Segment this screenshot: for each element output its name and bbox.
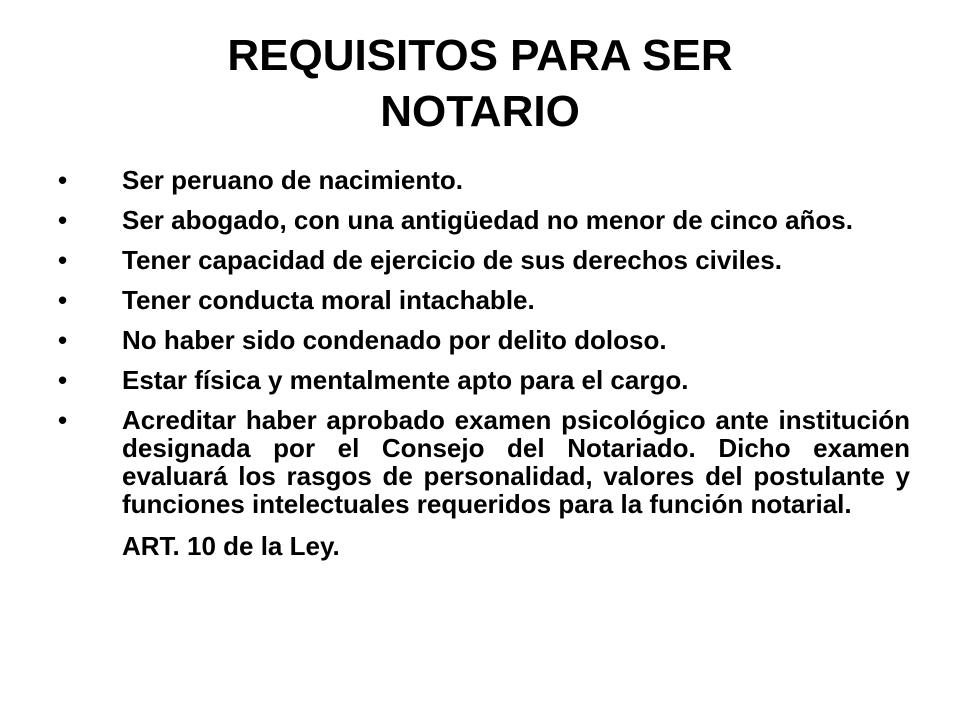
law-reference: ART. 10 de la Ley. bbox=[122, 531, 340, 561]
list-item bbox=[58, 366, 910, 394]
list-item bbox=[58, 286, 910, 314]
title-line-1: REQUISITOS PARA SER bbox=[227, 31, 733, 80]
bullet-icon: • bbox=[58, 205, 68, 235]
requirements-list bbox=[58, 166, 910, 560]
slide-title bbox=[120, 28, 840, 140]
list-item bbox=[58, 406, 910, 518]
list-item-text: Tener conducta moral intachable. bbox=[122, 285, 535, 315]
list-item bbox=[58, 246, 910, 274]
list-item-text: Estar física y mentalmente apto para el cargo. bbox=[122, 365, 689, 395]
title-line-2: NOTARIO bbox=[380, 87, 580, 136]
bullet-icon: • bbox=[58, 285, 68, 315]
list-item bbox=[58, 206, 910, 234]
list-item-text: No haber sido condenado por delito doloso. bbox=[122, 325, 667, 355]
list-item-text: Ser peruano de nacimiento. bbox=[122, 165, 463, 195]
bullet-icon: • bbox=[58, 165, 68, 195]
list-item-text: Ser abogado, con una antigüedad no menor de cinco años. bbox=[122, 205, 853, 235]
list-item bbox=[58, 326, 910, 354]
bullet-icon: • bbox=[58, 365, 68, 395]
bullet-icon: • bbox=[58, 405, 68, 435]
list-item-text: Acreditar haber aprobado examen psicológico ante institución designada por el Consejo del Notariado. Dicho examen evaluará los rasgos de personalidad, valores del postulante y funciones intelectuales requeridos para la función notarial. bbox=[122, 405, 910, 519]
list-item bbox=[58, 166, 910, 194]
bullet-icon: • bbox=[58, 245, 68, 275]
list-item-text: Tener capacidad de ejercicio de sus derechos civiles. bbox=[122, 245, 782, 275]
bullet-icon: • bbox=[58, 325, 68, 355]
